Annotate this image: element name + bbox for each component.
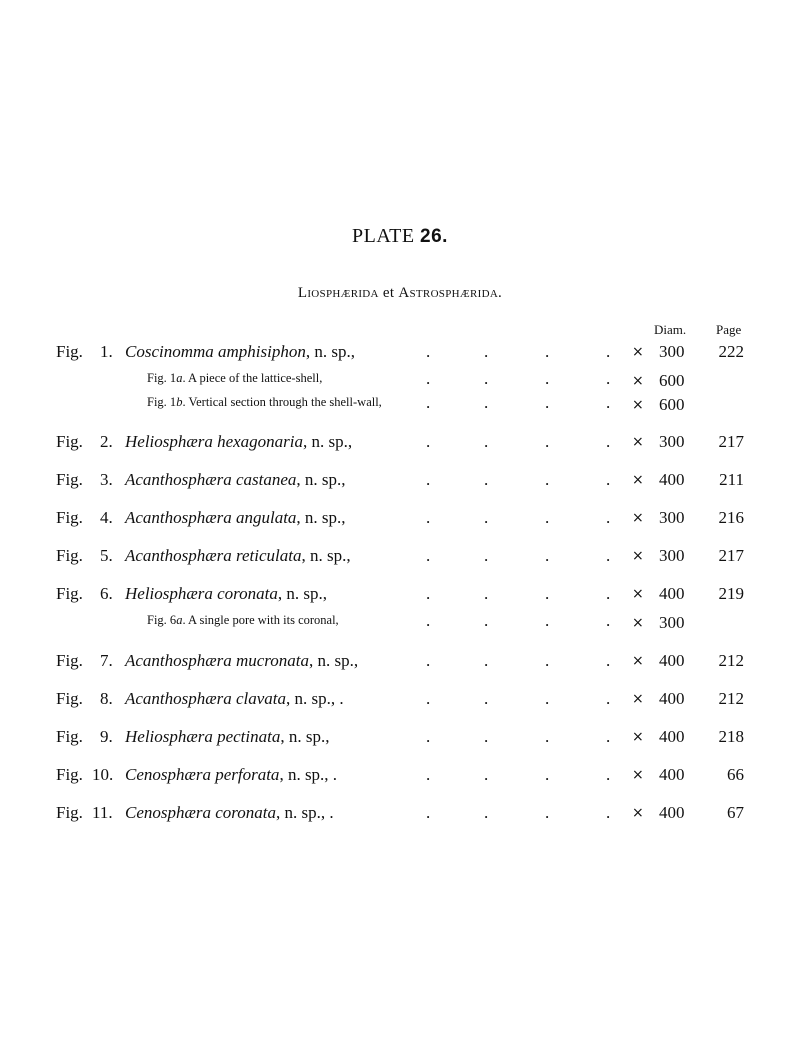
fig-label: Fig. (56, 546, 83, 565)
page-number: 212 (718, 651, 744, 670)
leader-dot: . (545, 470, 550, 489)
magnification-value: 400 (659, 470, 685, 489)
species-name: Coscinomma amphisiphon (125, 342, 306, 361)
figure-row (0, 470, 800, 494)
species-suffix: , n. sp., (301, 546, 351, 565)
page-number: 216 (718, 508, 744, 527)
magnification-symbol: × (632, 472, 644, 488)
page-number: 219 (718, 584, 744, 603)
species-suffix: , n. sp., (305, 342, 355, 361)
fig-number: 2. (100, 432, 113, 451)
fig-number: 4. (100, 508, 113, 527)
leader-dot: . (606, 727, 611, 746)
sub-figure-label: Fig. 1 (147, 395, 177, 409)
leader-dot: . (606, 546, 611, 565)
leader-dot: . (484, 584, 489, 603)
leader-dot: . (545, 369, 550, 388)
leader-dot: . (545, 584, 550, 603)
leader-dot: . (606, 689, 611, 708)
leader-dot: . (545, 727, 550, 746)
magnification-symbol: × (632, 434, 644, 450)
fig-label: Fig. (56, 803, 83, 822)
figure-row (0, 651, 800, 675)
fig-label: Fig. (56, 765, 83, 784)
leader-dot: . (484, 689, 489, 708)
species-suffix: , n. sp., (309, 651, 359, 670)
leader-dot: . (606, 393, 611, 412)
fig-label: Fig. (56, 727, 83, 746)
species-description (125, 470, 346, 490)
page-number: 211 (719, 470, 744, 489)
leader-dot: . (426, 689, 431, 708)
leader-dot: . (484, 393, 489, 412)
plate-title (0, 225, 800, 248)
species-name: Cenosphæra coronata (125, 803, 276, 822)
fig-label: Fig. (56, 584, 83, 603)
figure-row (0, 765, 800, 789)
species-description (125, 651, 358, 671)
leader-dot: . (484, 369, 489, 388)
magnification-symbol: × (632, 373, 644, 389)
species-name: Heliosphæra hexagonaria (125, 432, 304, 451)
magnification-symbol: × (632, 767, 644, 783)
sub-figure-label: Fig. 6 (147, 613, 177, 627)
sub-figure-text: . Vertical section through the shell-wall, (182, 395, 382, 409)
magnification-value: 400 (659, 651, 685, 670)
species-description (125, 689, 344, 709)
sub-figure-row (0, 395, 800, 419)
leader-dot: . (606, 342, 611, 361)
magnification-value: 300 (659, 432, 685, 451)
leader-dot: . (426, 369, 431, 388)
leader-dot: . (426, 727, 431, 746)
sub-figure-description (147, 371, 322, 386)
fig-number: 3. (100, 470, 113, 489)
fig-label: Fig. (56, 508, 83, 527)
species-suffix: , n. sp., (296, 508, 346, 527)
sub-figure-row (0, 371, 800, 395)
page-number: 67 (727, 803, 744, 822)
leader-dot: . (426, 432, 431, 451)
leader-dot: . (606, 803, 611, 822)
fig-label: Fig. (56, 689, 83, 708)
magnification-symbol: × (632, 344, 644, 360)
figure-row (0, 342, 800, 366)
sub-figure-row (0, 613, 800, 637)
magnification-symbol: × (632, 653, 644, 669)
fig-number: 5. (100, 546, 113, 565)
species-name: Acanthosphæra reticulata (125, 546, 302, 565)
subtitle-conjunction: et (382, 285, 395, 301)
magnification-symbol: × (632, 805, 644, 821)
species-description (125, 508, 346, 528)
leader-dot: . (545, 803, 550, 822)
species-name: Acanthosphæra mucronata (125, 651, 310, 670)
page-number: 218 (718, 727, 744, 746)
magnification-value: 400 (659, 765, 685, 784)
magnification-value: 300 (659, 613, 685, 632)
fig-number: 10. (92, 765, 114, 784)
leader-dot: . (606, 508, 611, 527)
sub-figure-text: . A single pore with its coronal, (182, 613, 339, 627)
figure-row (0, 689, 800, 713)
subtitle-family-2: Astrosphærida. (398, 285, 503, 301)
leader-dot: . (606, 651, 611, 670)
fig-number: 1. (100, 342, 113, 361)
leader-dot: . (545, 611, 550, 630)
fig-number: 8. (100, 689, 113, 708)
magnification-value: 400 (659, 803, 685, 822)
species-suffix: , n. sp., (303, 432, 353, 451)
figure-row (0, 432, 800, 456)
page-number: 217 (718, 432, 744, 451)
leader-dot: . (484, 546, 489, 565)
magnification-value: 300 (659, 508, 685, 527)
figure-row (0, 803, 800, 827)
species-description (125, 584, 327, 604)
leader-dot: . (426, 611, 431, 630)
leader-dot: . (545, 432, 550, 451)
magnification-symbol: × (632, 615, 644, 631)
sub-figure-text: . A piece of the lattice-shell, (182, 371, 323, 385)
leader-dot: . (426, 470, 431, 489)
species-suffix: , n. sp., (277, 584, 327, 603)
leader-dot: . (484, 611, 489, 630)
species-suffix: , n. sp., . (275, 803, 334, 822)
species-description (125, 432, 352, 452)
page-number: 212 (718, 689, 744, 708)
sub-figure-description (147, 613, 339, 628)
page-number: 222 (718, 342, 744, 361)
leader-dot: . (426, 546, 431, 565)
magnification-symbol: × (632, 691, 644, 707)
leader-dot: . (426, 765, 431, 784)
species-name: Acanthosphæra clavata (125, 689, 287, 708)
leader-dot: . (426, 393, 431, 412)
magnification-symbol: × (632, 510, 644, 526)
fig-label: Fig. (56, 342, 83, 361)
magnification-symbol: × (632, 586, 644, 602)
page-number: 66 (727, 765, 744, 784)
leader-dot: . (426, 508, 431, 527)
plate-label: PLATE (352, 225, 415, 247)
leader-dot: . (606, 611, 611, 630)
magnification-symbol: × (632, 397, 644, 413)
sub-figure-letter: b (176, 395, 183, 409)
header-page: Page (716, 322, 742, 337)
fig-label: Fig. (56, 651, 83, 670)
figure-row (0, 727, 800, 751)
leader-dot: . (426, 651, 431, 670)
leader-dot: . (545, 765, 550, 784)
leader-dot: . (545, 689, 550, 708)
plate-number: 26. (420, 226, 448, 247)
leader-dot: . (545, 508, 550, 527)
figure-row (0, 584, 800, 608)
species-description (125, 546, 351, 566)
magnification-symbol: × (632, 548, 644, 564)
leader-dot: . (426, 584, 431, 603)
species-suffix: , n. sp., . (279, 765, 338, 784)
fig-number: 11. (92, 803, 113, 822)
species-suffix: , n. sp., (280, 727, 330, 746)
leader-dot: . (545, 342, 550, 361)
magnification-value: 600 (659, 395, 685, 414)
magnification-value: 400 (659, 584, 685, 603)
species-suffix: , n. sp., . (286, 689, 344, 708)
leader-dot: . (545, 651, 550, 670)
species-name: Heliosphæra pectinata (125, 727, 281, 746)
magnification-value: 400 (659, 689, 685, 708)
leader-dot: . (484, 765, 489, 784)
fig-label: Fig. (56, 432, 83, 451)
species-description (125, 727, 329, 747)
leader-dot: . (484, 470, 489, 489)
sub-figure-letter: a (176, 371, 183, 385)
leader-dot: . (484, 727, 489, 746)
plate-subtitle (0, 285, 800, 302)
leader-dot: . (606, 470, 611, 489)
species-name: Acanthosphæra castanea (125, 470, 297, 489)
magnification-value: 300 (659, 546, 685, 565)
species-description (125, 803, 334, 823)
leader-dot: . (606, 765, 611, 784)
leader-dot: . (484, 508, 489, 527)
fig-label: Fig. (56, 470, 83, 489)
subtitle-family-1: Liosphærida (297, 285, 379, 301)
sub-figure-letter: a (176, 613, 183, 627)
leader-dot: . (484, 651, 489, 670)
fig-number: 9. (100, 727, 113, 746)
magnification-value: 400 (659, 727, 685, 746)
species-suffix: , n. sp., (296, 470, 346, 489)
species-description (125, 342, 355, 362)
figure-row (0, 508, 800, 532)
leader-dot: . (606, 369, 611, 388)
leader-dot: . (606, 584, 611, 603)
leader-dot: . (545, 546, 550, 565)
leader-dot: . (484, 432, 489, 451)
species-description (125, 765, 337, 785)
species-name: Cenosphæra perforata (125, 765, 280, 784)
magnification-value: 600 (659, 371, 685, 390)
leader-dot: . (484, 342, 489, 361)
fig-number: 7. (100, 651, 113, 670)
magnification-symbol: × (632, 729, 644, 745)
species-name: Heliosphæra coronata (125, 584, 278, 603)
leader-dot: . (606, 432, 611, 451)
leader-dot: . (426, 803, 431, 822)
page-number: 217 (718, 546, 744, 565)
fig-number: 6. (100, 584, 113, 603)
leader-dot: . (545, 393, 550, 412)
header-diam: Diam. (654, 322, 687, 337)
sub-figure-description (147, 395, 382, 410)
sub-figure-label: Fig. 1 (147, 371, 177, 385)
magnification-value: 300 (659, 342, 685, 361)
figure-row (0, 546, 800, 570)
species-name: Acanthosphæra angulata (125, 508, 297, 527)
leader-dot: . (484, 803, 489, 822)
leader-dot: . (426, 342, 431, 361)
